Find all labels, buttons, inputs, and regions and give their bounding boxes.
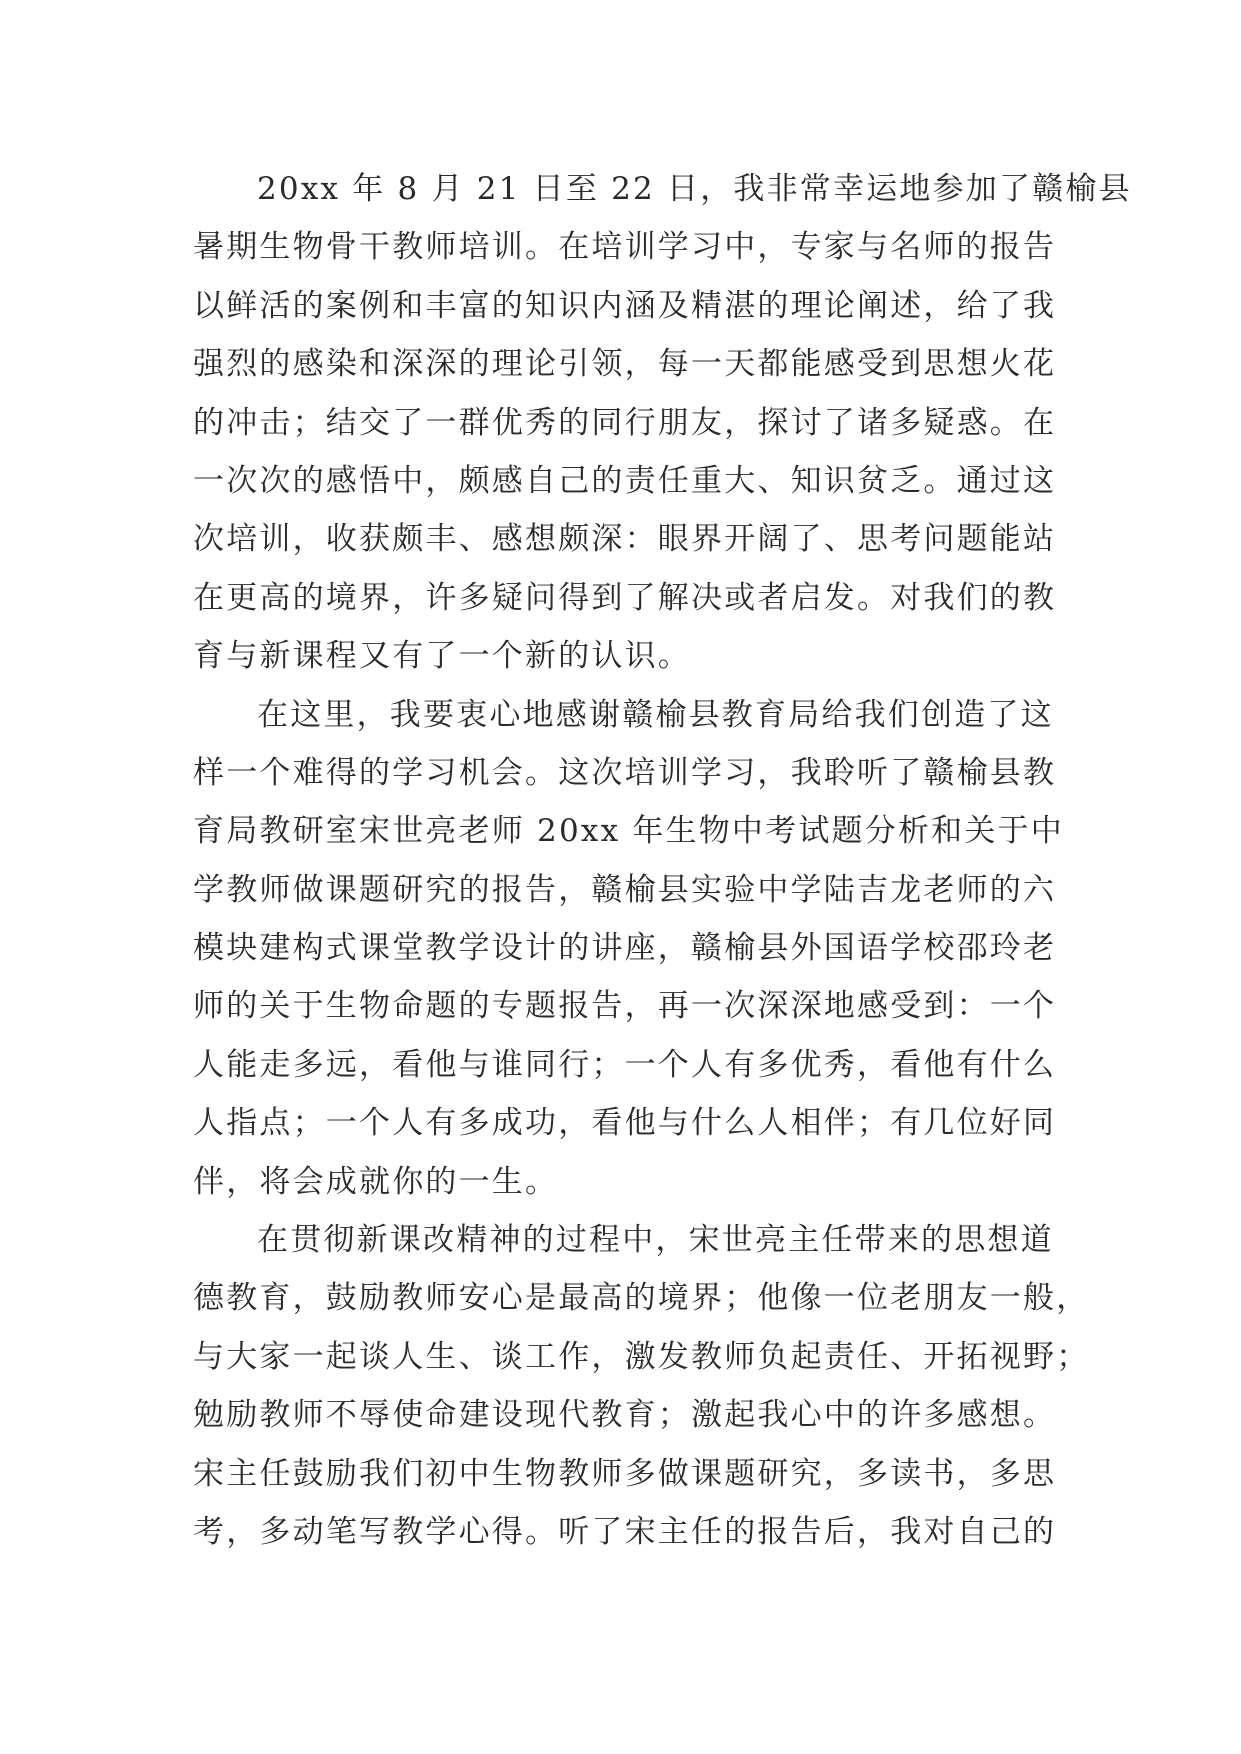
- paragraph-line: 一次次的感悟中，颇感自己的责任重大、知识贫乏。通过这: [193, 462, 1057, 499]
- paragraph-line: 在贯彻新课改精神的过程中，宋世亮主任带来的思想道: [257, 1222, 1054, 1259]
- paragraph-line: 育与新课程又有了一个新的认识。: [193, 638, 691, 675]
- paragraph-line: 模块建构式课堂教学设计的讲座，赣榆县外国语学校邵玲老: [193, 930, 1057, 967]
- paragraph-line: 样一个难得的学习机会。这次培训学习，我聆听了赣榆县教: [193, 754, 1057, 791]
- paragraph-line: 人指点；一个人有多成功，看他与什么人相伴；有几位好同: [193, 1105, 1057, 1142]
- paragraph-line: 人能走多远，看他与谁同行；一个人有多优秀，看他有什么: [193, 1046, 1057, 1083]
- paragraph-line: 20xx 年 8 月 21 日至 22 日，我非常幸运地参加了赣榆县: [257, 171, 1132, 207]
- paragraph-2: [193, 686, 1064, 1212]
- paragraph-line: 暑期生物骨干教师培训。在培训学习中，专家与名师的报告: [193, 229, 1057, 266]
- paragraph-line: 强烈的感染和深深的理论引领，每一天都能感受到思想火花: [193, 346, 1057, 383]
- paragraph-line: 在更高的境界，许多疑问得到了解决或者启发。对我们的教: [193, 579, 1057, 616]
- paragraph-line: 伴，将会成就你的一生。: [193, 1163, 559, 1200]
- paragraph-1: [193, 160, 1132, 686]
- paragraph-line: 师的关于生物命题的专题报告，再一次深深地感受到：一个: [193, 988, 1057, 1025]
- paragraph-line: 以鲜活的案例和丰富的知识内涵及精湛的理论阐述，给了我: [193, 287, 1057, 324]
- paragraph-line: 次培训，收获颇丰、感想颇深：眼界开阔了、思考问题能站: [193, 521, 1057, 558]
- paragraph-line: 考，多动笔写教学心得。听了宋主任的报告后，我对自己的: [193, 1513, 1057, 1550]
- paragraph-line: 学教师做课题研究的报告，赣榆县实验中学陆吉龙老师的六: [193, 871, 1057, 908]
- paragraph-line: 勉励教师不辱使命建设现代教育；激起我心中的许多感想。: [193, 1397, 1057, 1434]
- paragraph-line: 德教育，鼓励教师安心是最高的境界；他像一位老朋友一般，: [193, 1280, 1090, 1317]
- paragraph-line: 宋主任鼓励我们初中生物教师多做课题研究，多读书，多思: [193, 1455, 1057, 1492]
- paragraph-3: [193, 1211, 1090, 1561]
- paragraph-line: 的冲击；结交了一群优秀的同行朋友，探讨了诸多疑惑。在: [193, 404, 1057, 441]
- paragraph-line: 在这里，我要衷心地感谢赣榆县教育局给我们创造了这: [257, 696, 1054, 733]
- document-body: [193, 160, 1132, 1561]
- paragraph-line: 育局教研室宋世亮老师 20xx 年生物中考试题分析和关于中: [193, 813, 1064, 850]
- paragraph-line: 与大家一起谈人生、谈工作，激发教师负起责任、开拓视野；: [193, 1338, 1090, 1375]
